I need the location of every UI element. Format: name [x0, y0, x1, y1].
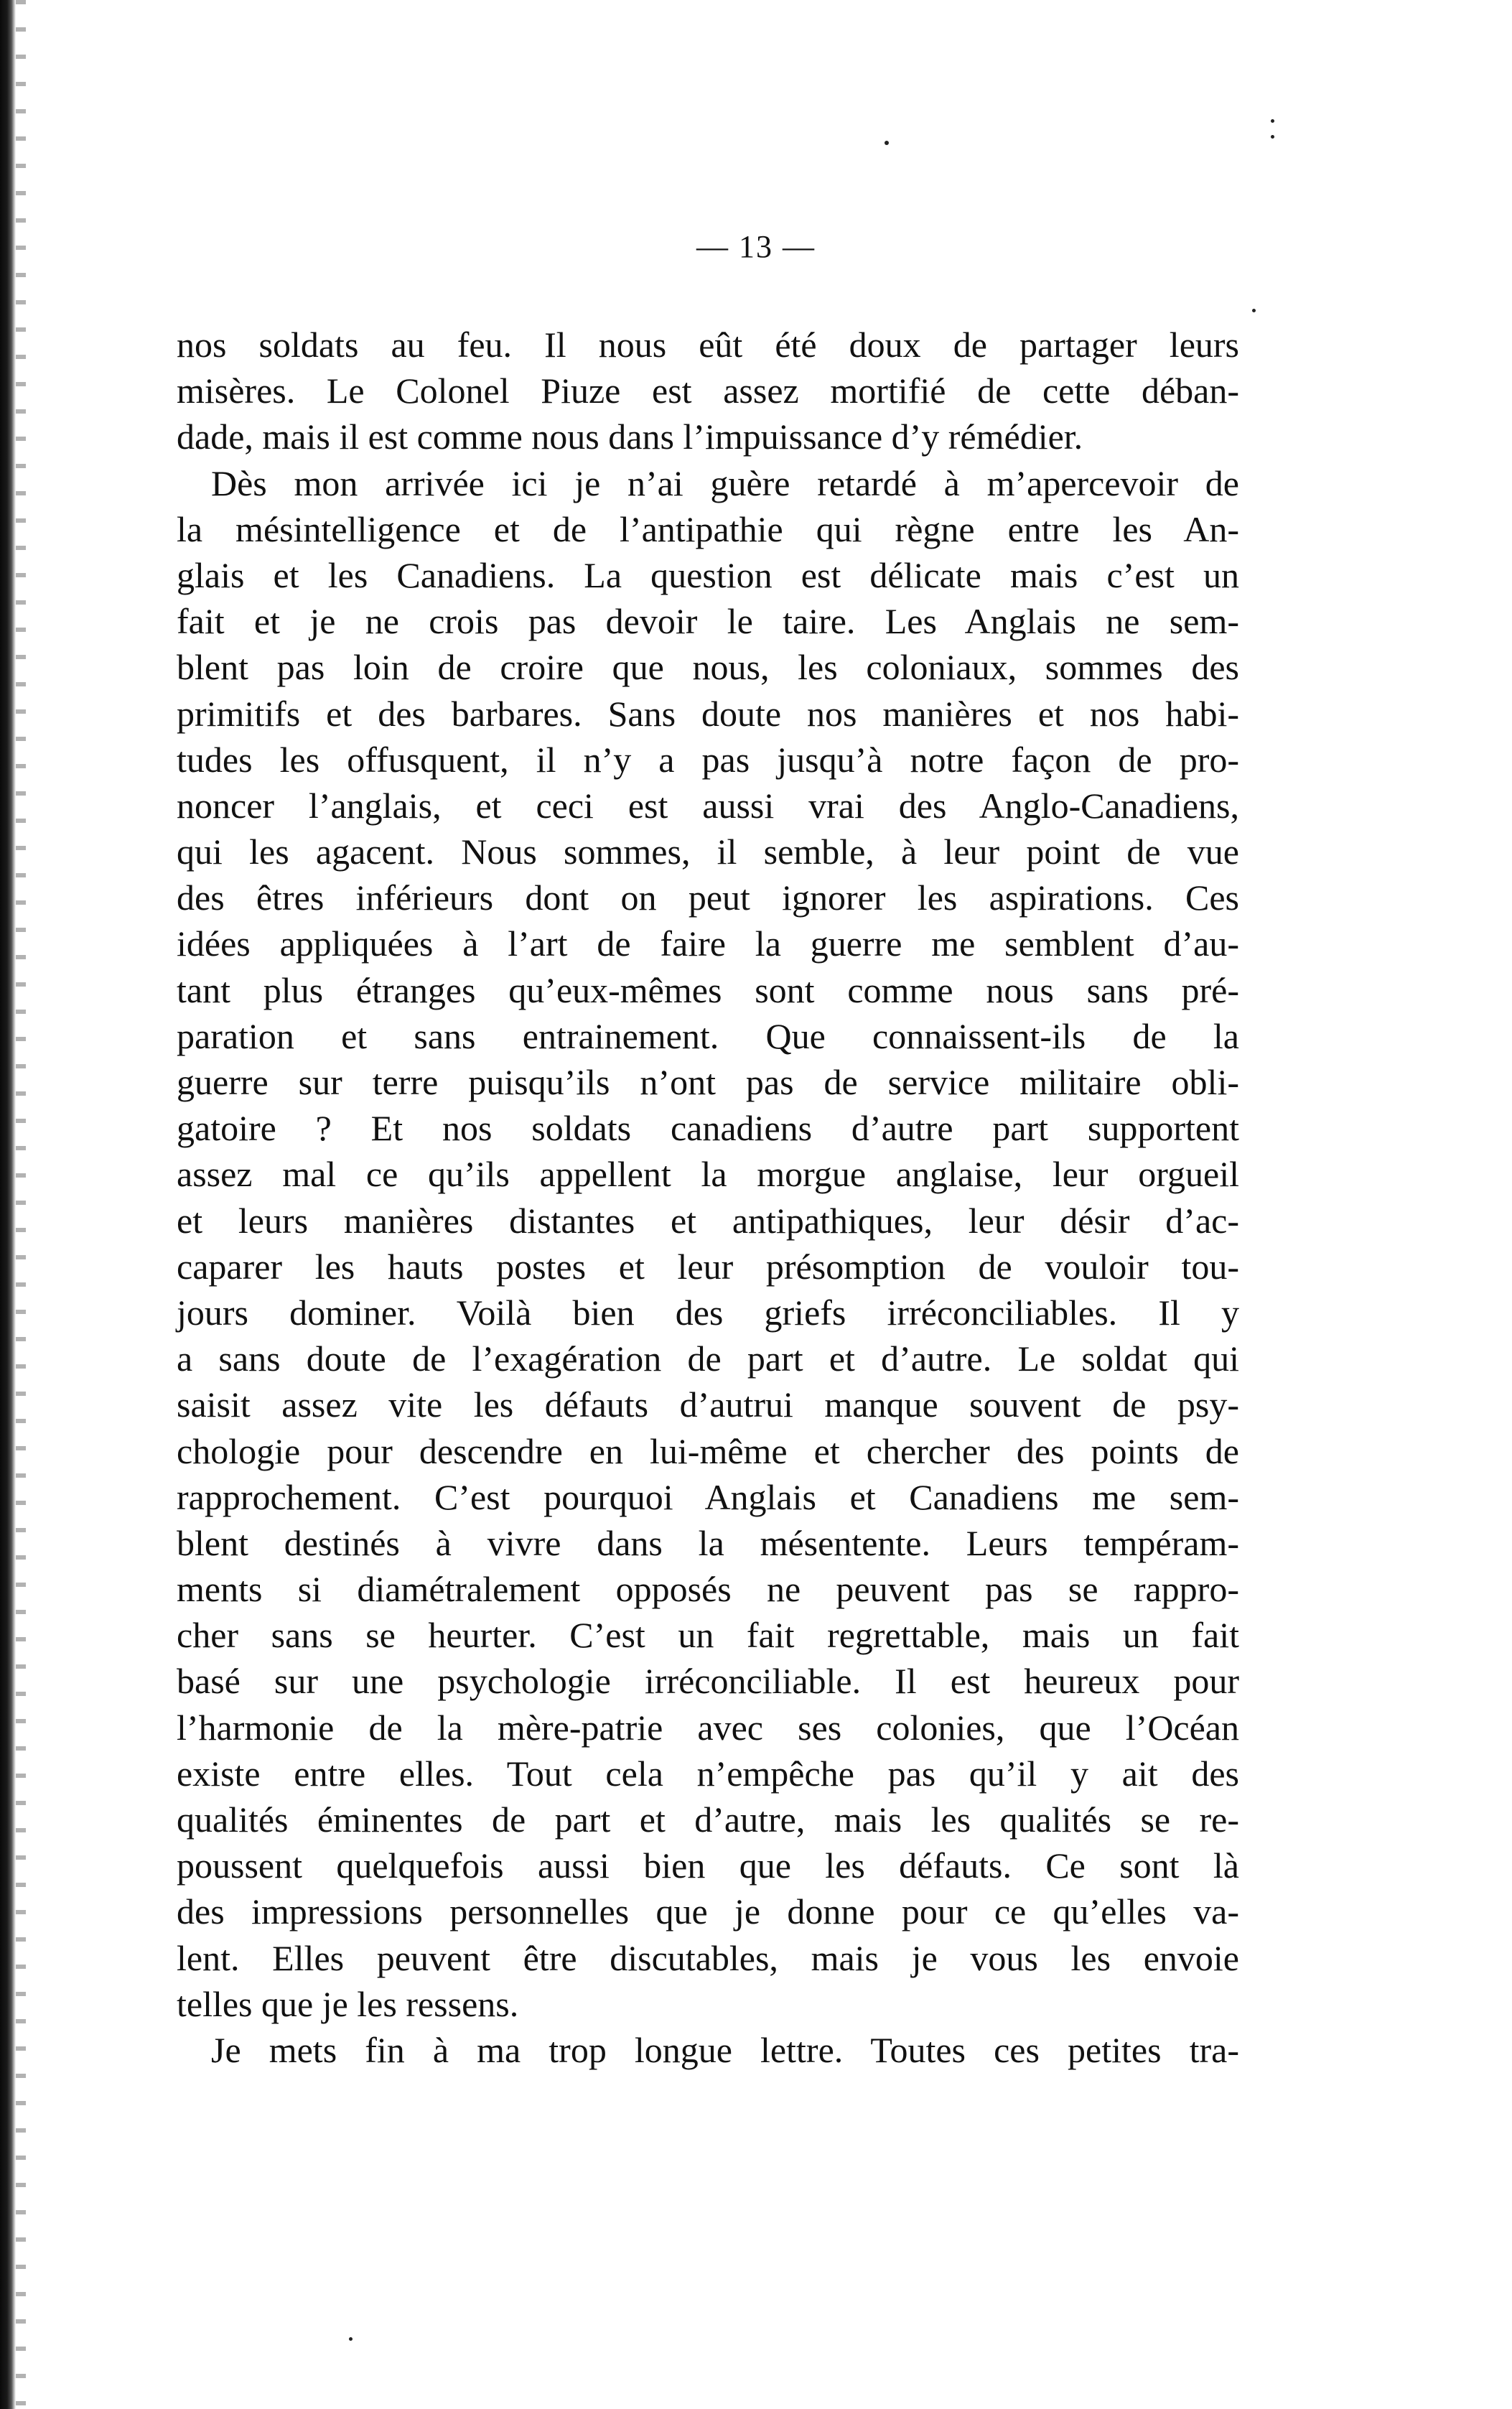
text-line: idées appliquées à l’art de faire la guerre me semblent d’au-: [177, 923, 1239, 964]
text-line: blent pas loin de croire que nous, les coloniaux, sommes des: [177, 647, 1239, 688]
print-speck: [885, 141, 889, 145]
text-line: qui les agacent. Nous sommes, il semble, à leur point de vue: [177, 831, 1239, 872]
print-speck: [349, 2337, 353, 2341]
text-line: chologie pour descendre en lui-même et chercher des points de: [177, 1430, 1239, 1471]
text-line: lent. Elles peuvent être discutables, mais je vous les envoie: [177, 1937, 1239, 1978]
text-line: poussent quelquefois aussi bien que les défauts. Ce sont là: [177, 1845, 1239, 1886]
text-line: rapprochement. C’est pourquoi Anglais et Canadiens me sem-: [177, 1476, 1239, 1517]
page-binding-edge: [0, 0, 16, 2409]
text-line: fait et je ne crois pas devoir le taire. Les Anglais ne sem-: [177, 601, 1239, 642]
text-line: basé sur une psychologie irréconciliable. Il est heureux pour: [177, 1661, 1239, 1702]
text-line: qualités éminentes de part et d’autre, mais les qualités se re-: [177, 1799, 1239, 1840]
print-speck: [1252, 309, 1256, 312]
text-line: et leurs manières distantes et antipathiques, leur désir d’ac-: [177, 1200, 1239, 1241]
text-line: primitifs et des barbares. Sans doute nos manières et nos habi-: [177, 693, 1239, 734]
text-line: paration et sans entrainement. Que connaissent-ils de la: [177, 1015, 1239, 1056]
text-line: la mésintelligence et de l’antipathie qui règne entre les An-: [177, 508, 1239, 549]
text-line: saisit assez vite les défauts d’autrui manque souvent de psy-: [177, 1384, 1239, 1425]
text-line: Je mets fin à ma trop longue lettre. Toutes ces petites tra-: [211, 2029, 1239, 2070]
body-text: [177, 322, 1239, 2073]
page-number: — 13 —: [696, 229, 816, 264]
text-line: dade, mais il est comme nous dans l’impuissance d’y rémédier.: [177, 416, 1083, 457]
text-line: l’harmonie de la mère-patrie avec ses colonies, que l’Océan: [177, 1707, 1239, 1748]
text-line: a sans doute de l’exagération de part et d’autre. Le soldat qui: [177, 1338, 1239, 1379]
text-line: existe entre elles. Tout cela n’empêche pas qu’il y ait des: [177, 1753, 1239, 1794]
text-line: Dès mon arrivée ici je n’ai guère retardé à m’apercevoir de: [211, 462, 1239, 503]
text-line: tant plus étranges qu’eux-mêmes sont comme nous sans pré-: [177, 969, 1239, 1010]
text-line: cher sans se heurter. C’est un fait regrettable, mais un fait: [177, 1615, 1239, 1656]
text-line: jours dominer. Voilà bien des griefs irréconciliables. Il y: [177, 1292, 1239, 1333]
text-line: assez mal ce qu’ils appellent la morgue anglaise, leur orgueil: [177, 1154, 1239, 1195]
text-line: misères. Le Colonel Piuze est assez mortifié de cette déban-: [177, 371, 1239, 411]
text-line: gatoire ? Et nos soldats canadiens d’autre part supportent: [177, 1108, 1239, 1149]
text-line: nos soldats au feu. Il nous eût été doux de partager leurs: [177, 325, 1239, 365]
text-line: telles que je les ressens.: [177, 1983, 519, 2024]
print-speck: [1271, 119, 1274, 123]
text-line: caparer les hauts postes et leur présomption de vouloir tou-: [177, 1246, 1239, 1287]
text-line: des impressions personnelles que je donne pour ce qu’elles va-: [177, 1891, 1239, 1932]
text-line: des êtres inférieurs dont on peut ignorer les aspirations. Ces: [177, 877, 1239, 918]
text-line: glais et les Canadiens. La question est délicate mais c’est un: [177, 554, 1239, 595]
text-line: tudes les offusquent, il n’y a pas jusqu’à notre façon de pro-: [177, 739, 1239, 780]
text-line: guerre sur terre puisqu’ils n’ont pas de service militaire obli-: [177, 1062, 1239, 1102]
text-line: ments si diamétralement opposés ne peuvent pas se rappro-: [177, 1569, 1239, 1610]
text-line: blent destinés à vivre dans la mésentente. Leurs tempéram-: [177, 1522, 1239, 1563]
text-line: noncer l’anglais, et ceci est aussi vrai des Anglo-Canadiens,: [177, 785, 1239, 826]
print-speck: [1271, 135, 1274, 139]
